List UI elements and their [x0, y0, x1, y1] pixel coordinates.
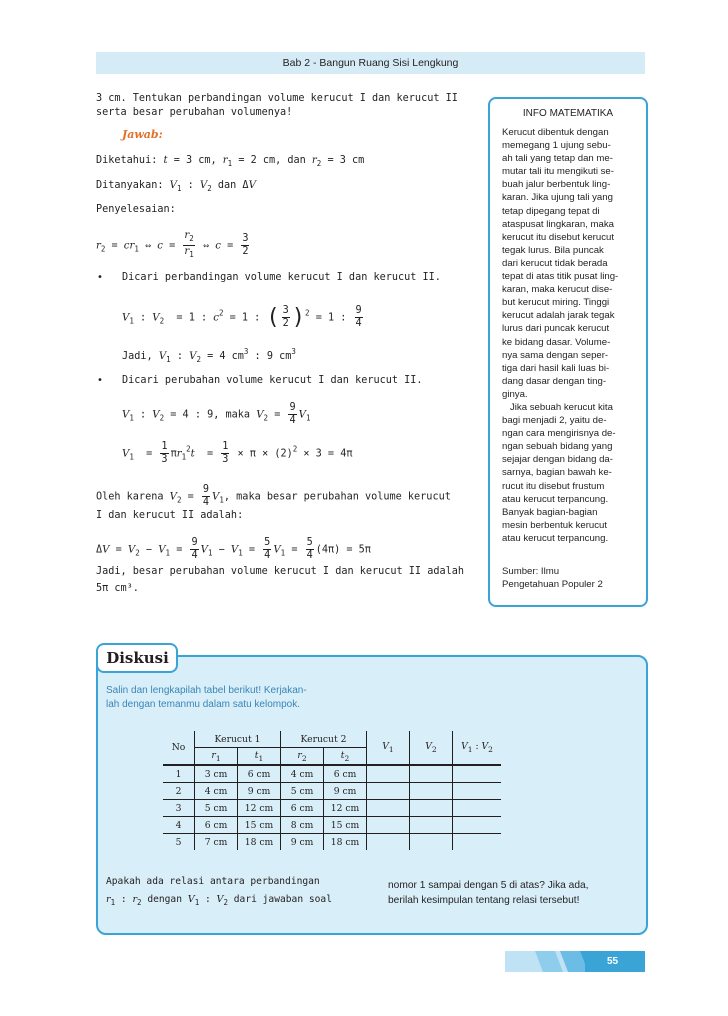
question-left-2: $r_1$ : $r_2$ dengan $V_1$ : $V_2$ dari jawaban soal	[106, 894, 332, 907]
info-text	[502, 126, 640, 545]
ditanyakan-line: Ditanyakan: $V_1$ : $V_2$ dan ΔV	[96, 180, 256, 193]
table-cell: 18 cm	[324, 834, 367, 851]
table-cell: 9 cm	[238, 783, 281, 800]
table-cell: 6 cm	[281, 800, 324, 817]
equation-v2: $V_1$ : $V_2 = 4$ : 9, maka $V_2$ = $\frac{9}{4}$ $V_1$	[122, 402, 311, 426]
table-cell-empty	[367, 765, 410, 783]
table-cell-empty	[410, 817, 453, 834]
equation-v1: $V_1$ = $\frac{1}{3}$ $\pi r_1^2t$ = $\frac{1}{3}$ × $\pi \times (2)^2 \times 3 = 4\pi$	[122, 441, 353, 465]
equation-delta-v: $\Delta V = V_2 - V_1$ = $\frac{9}{4}$ $V_1 - V_1$ = $\frac{5}{4}$ $V_1$ = $\frac{5}{4}$ (4π) = 5π	[96, 537, 371, 561]
table-row	[163, 783, 501, 800]
table-cell: 5 cm	[195, 800, 238, 817]
penyelesaian-label: Penyelesaian:	[96, 204, 176, 215]
table-row	[163, 817, 501, 834]
table-cell: 18 cm	[238, 834, 281, 851]
info-line: tepat di atas titik pusat ling-	[502, 271, 619, 283]
table-cell: 4 cm	[195, 783, 238, 800]
table-cell: 1	[163, 765, 195, 783]
info-line: ngan cara mengirisnya de-	[502, 428, 616, 440]
info-line: atau kerucut terpancung.	[502, 493, 609, 505]
table-cell: 12 cm	[324, 800, 367, 817]
table-cell: 15 cm	[238, 817, 281, 834]
table-cell: 8 cm	[281, 817, 324, 834]
table-cell: 9 cm	[324, 783, 367, 800]
info-line: dang dasar dengan ting-	[502, 375, 607, 387]
info-line: but kerucut miring. Tinggi	[502, 297, 610, 309]
info-line: tiga dari hasil kali luas bi-	[502, 362, 610, 374]
table-cell: 5 cm	[281, 783, 324, 800]
info-source	[502, 565, 642, 591]
info-line: kerucut adalah jarak tegak	[502, 310, 615, 322]
table-cell: 6 cm	[195, 817, 238, 834]
table-header-t2: $t_2$	[324, 748, 367, 766]
oleh-karena-label: Oleh karena	[96, 491, 164, 503]
diskusi-title: Diskusi	[106, 649, 169, 667]
info-line: Banyak bagian-bagian	[502, 506, 598, 518]
info-line: memegang 1 ujung sebu-	[502, 140, 611, 152]
info-line: lurus dari puncak kerucut	[502, 323, 610, 335]
table-header-v1: $V_1$	[367, 731, 410, 765]
diskusi-instr-line-2: lah dengan temanmu dalam satu kelompok.	[106, 699, 301, 710]
info-line: sarnya, bagian bawah ke-	[502, 467, 612, 479]
oleh-karena-line: Oleh karena $V_2$ = $\frac{9}{4}$ $V_1$, maka besar perubahan volume kerucut	[96, 484, 451, 508]
table-cell-empty	[367, 800, 410, 817]
question-right-1: nomor 1 sampai dengan 5 di atas? Jika ada,	[388, 880, 589, 891]
table-cell-empty	[410, 800, 453, 817]
equation-ratio-c: $r_2 = cr_1$ ⇔ c = $\frac{r_2}{r_1}$ ⇔ c = $\frac{3}{2}$	[96, 230, 249, 259]
table-cell-empty	[367, 817, 410, 834]
info-line: tetap dipegang tepat di	[502, 205, 600, 217]
oleh-karena-line-2: I dan kerucut II adalah:	[96, 510, 244, 521]
jadi-label: Jadi,	[122, 351, 153, 362]
table-cell-empty	[453, 783, 502, 800]
table-cell-empty	[410, 765, 453, 783]
table-cell-empty	[453, 765, 502, 783]
table-row	[163, 800, 501, 817]
table-cell-empty	[367, 834, 410, 851]
conclusion-line-2: 5π cm³.	[96, 583, 139, 594]
table-cell: 3	[163, 800, 195, 817]
info-line: ah tali yang tetap dan me-	[502, 153, 613, 165]
info-line: ke bidang dasar. Volume-	[502, 336, 611, 348]
table-row	[163, 834, 501, 851]
bullet-icon: •	[97, 272, 103, 283]
table-header-t1: $t_1$	[238, 748, 281, 766]
bullet-2-text: Dicari perubahan volume kerucut I dan kerucut II.	[122, 375, 423, 386]
intro-line-1: 3 cm. Tentukan perbandingan volume kerucut I dan kerucut II	[96, 93, 458, 104]
info-line: kerucut itu disebut kerucut	[502, 231, 614, 243]
table-header-no: No	[163, 731, 195, 765]
conclusion-line-1: Jadi, besar perubahan volume kerucut I dan kerucut II adalah	[96, 566, 465, 577]
table-row	[163, 765, 501, 783]
question-dengan: dengan	[147, 894, 182, 905]
jadi-volume-ratio: Jadi, $V_1$ : $V_2 = 4$ $cm^3$ : 9 $cm^3$	[122, 347, 296, 364]
jawab-label: Jawab:	[122, 128, 163, 141]
page-number: 55	[606, 956, 619, 967]
info-source-line-2: Pengetahuan Populer 2	[502, 579, 603, 590]
info-line: sejajar dengan bidang da-	[502, 454, 613, 466]
diskusi-instructions	[106, 684, 307, 712]
info-line: dari kerucut tidak berada	[502, 257, 608, 269]
table-cell-empty	[453, 800, 502, 817]
info-line: ataspusat lingkaran, maka	[502, 218, 614, 230]
info-line: ngan sebuah bidang yang	[502, 441, 613, 453]
table-header-r2: $r_2$	[281, 748, 324, 766]
ditanyakan-label: Ditanyakan:	[96, 180, 164, 191]
diskusi-instr-line-1: Salin dan lengkapilah tabel berikut! Kerjakan-	[106, 685, 307, 696]
table-cell-empty	[453, 817, 502, 834]
question-dari: dari jawaban soal	[233, 894, 332, 905]
info-title: INFO MATEMATIKA	[522, 108, 614, 119]
table-cell: 15 cm	[324, 817, 367, 834]
table-cell: 4	[163, 817, 195, 834]
table-header-v2: $V_2$	[410, 731, 453, 765]
table-cell: 12 cm	[238, 800, 281, 817]
table-header-kerucut1: Kerucut 1	[195, 731, 281, 748]
table-cell: 6 cm	[324, 765, 367, 783]
table-cell-empty	[453, 834, 502, 851]
info-line: tegak lurus. Bila puncak	[502, 244, 604, 256]
table-cell: 7 cm	[195, 834, 238, 851]
table-cell: 5	[163, 834, 195, 851]
diskusi-table	[163, 731, 501, 850]
diketahui-label: Diketahui:	[96, 155, 158, 166]
info-line: ginya.	[502, 388, 528, 400]
question-left-1: Apakah ada relasi antara perbandingan	[106, 876, 320, 887]
diketahui-line: Diketahui: t = 3 cm, $r_1 = 2$ cm, dan $r_2 = 3$ cm	[96, 155, 365, 168]
table-cell: 9 cm	[281, 834, 324, 851]
table-cell-empty	[410, 834, 453, 851]
info-line: nya sama dengan seper-	[502, 349, 609, 361]
table-header-kerucut2: Kerucut 2	[281, 731, 367, 748]
info-line: buah jalur berbentuk ling-	[502, 179, 611, 191]
table-cell: 4 cm	[281, 765, 324, 783]
info-line: Jika sebuah kerucut kita	[502, 401, 613, 413]
equation-volume-ratio: $V_1$ : $V_2 = 1$ : $c^2 = 1$ : ( $\frac{3}{2}$ )$^2$ = 1 : $\frac{9}{4}$	[122, 305, 362, 330]
intro-line-2: serta besar perubahan volumenya!	[96, 107, 293, 118]
table-header-v1v2: $V_1$ : $V_2$	[453, 731, 502, 765]
table-cell-empty	[410, 783, 453, 800]
bullet-1-text: Dicari perbandingan volume kerucut I dan kerucut II.	[122, 272, 441, 283]
table-header-r1: $r_1$	[195, 748, 238, 766]
info-line: bagi menjadi 2, yaitu de-	[502, 415, 607, 427]
info-line: karan. Jika ujung tali yang	[502, 192, 613, 204]
info-line: mutar tali itu mengikuti se-	[502, 166, 614, 178]
chapter-header: Bab 2 - Bangun Ruang Sisi Lengkung	[282, 57, 459, 69]
info-line: atau kerucut terpancung.	[502, 532, 609, 544]
info-line: mesin berbentuk kerucut	[502, 519, 608, 531]
info-line: karan, maka kerucut dise-	[502, 284, 613, 296]
oleh-karena-tail: , maka besar perubahan volume kerucut	[223, 491, 451, 503]
table-cell: 2	[163, 783, 195, 800]
table-cell-empty	[367, 783, 410, 800]
info-line: Kerucut dibentuk dengan	[502, 127, 609, 138]
info-line: rucut itu disebut frustum	[502, 480, 605, 492]
maka-text: , maka	[213, 409, 251, 421]
info-source-line-1: Sumber: Ilmu	[502, 566, 560, 577]
table-cell: 3 cm	[195, 765, 238, 783]
table-cell: 6 cm	[238, 765, 281, 783]
question-right-2: berilah kesimpulan tentang relasi tersebut!	[388, 895, 580, 906]
bullet-icon: •	[97, 375, 103, 386]
